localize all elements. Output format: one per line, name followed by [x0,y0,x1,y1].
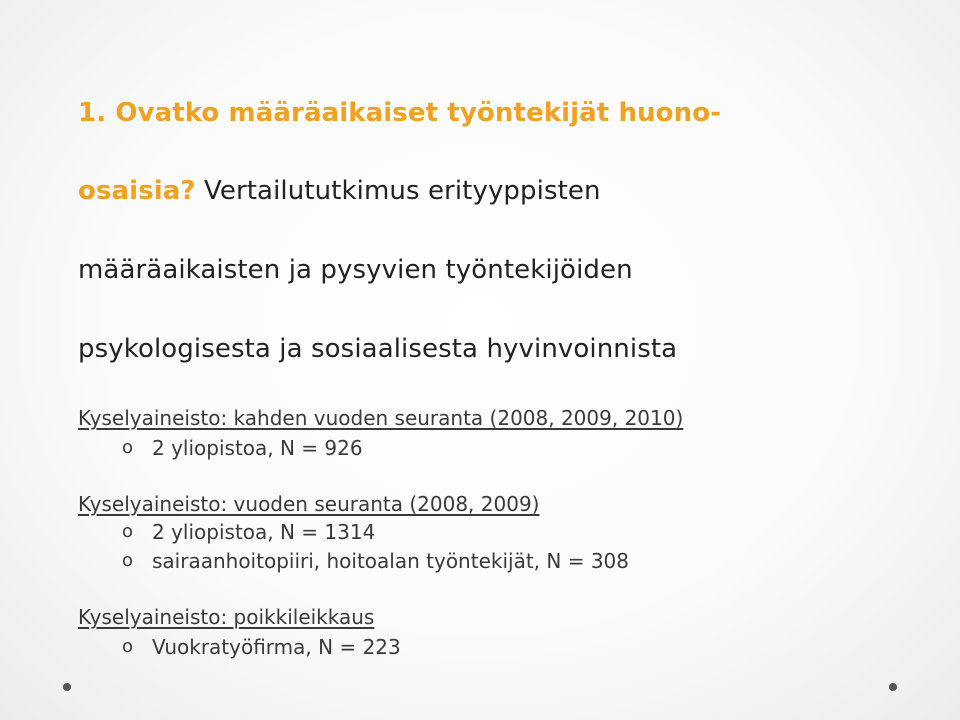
section-heading-1: Kyselyaineisto: kahden vuoden seuranta (2008, 2009, 2010) [78,406,684,430]
bullet-marker: o [122,550,134,571]
section-heading-3: Kyselyaineisto: poikkileikkaus [78,605,375,629]
bullet-text: 2 yliopistoa, N = 1314 [152,520,376,544]
title-line-3: määräaikaisten ja pysyvien työntekijöiden [78,255,633,285]
decorative-dot-right [889,683,897,691]
section-heading-2: Kyselyaineisto: vuoden seuranta (2008, 2009) [78,492,540,516]
bullet-marker: o [122,521,134,542]
bullet-text: sairaanhoitopiiri, hoitoalan työntekijät, N = 308 [152,549,629,573]
title-rest: Vertailututkimus erityyppisten [195,176,601,206]
title-highlight: osaisia? [78,176,196,206]
bullet-text: 2 yliopistoa, N = 926 [152,436,363,460]
title-line-4: psykologisesta ja sosiaalisesta hyvinvoinnista [78,334,678,364]
bullet-marker: o [122,437,134,458]
bullet-marker: o [122,636,134,657]
title-line-1: 1. Ovatko määräaikaiset työntekijät huono- [78,98,722,128]
decorative-dot-left [63,683,71,691]
bullet-text: Vuokratyöfirma, N = 223 [152,635,401,659]
title-line-2 [78,175,601,207]
